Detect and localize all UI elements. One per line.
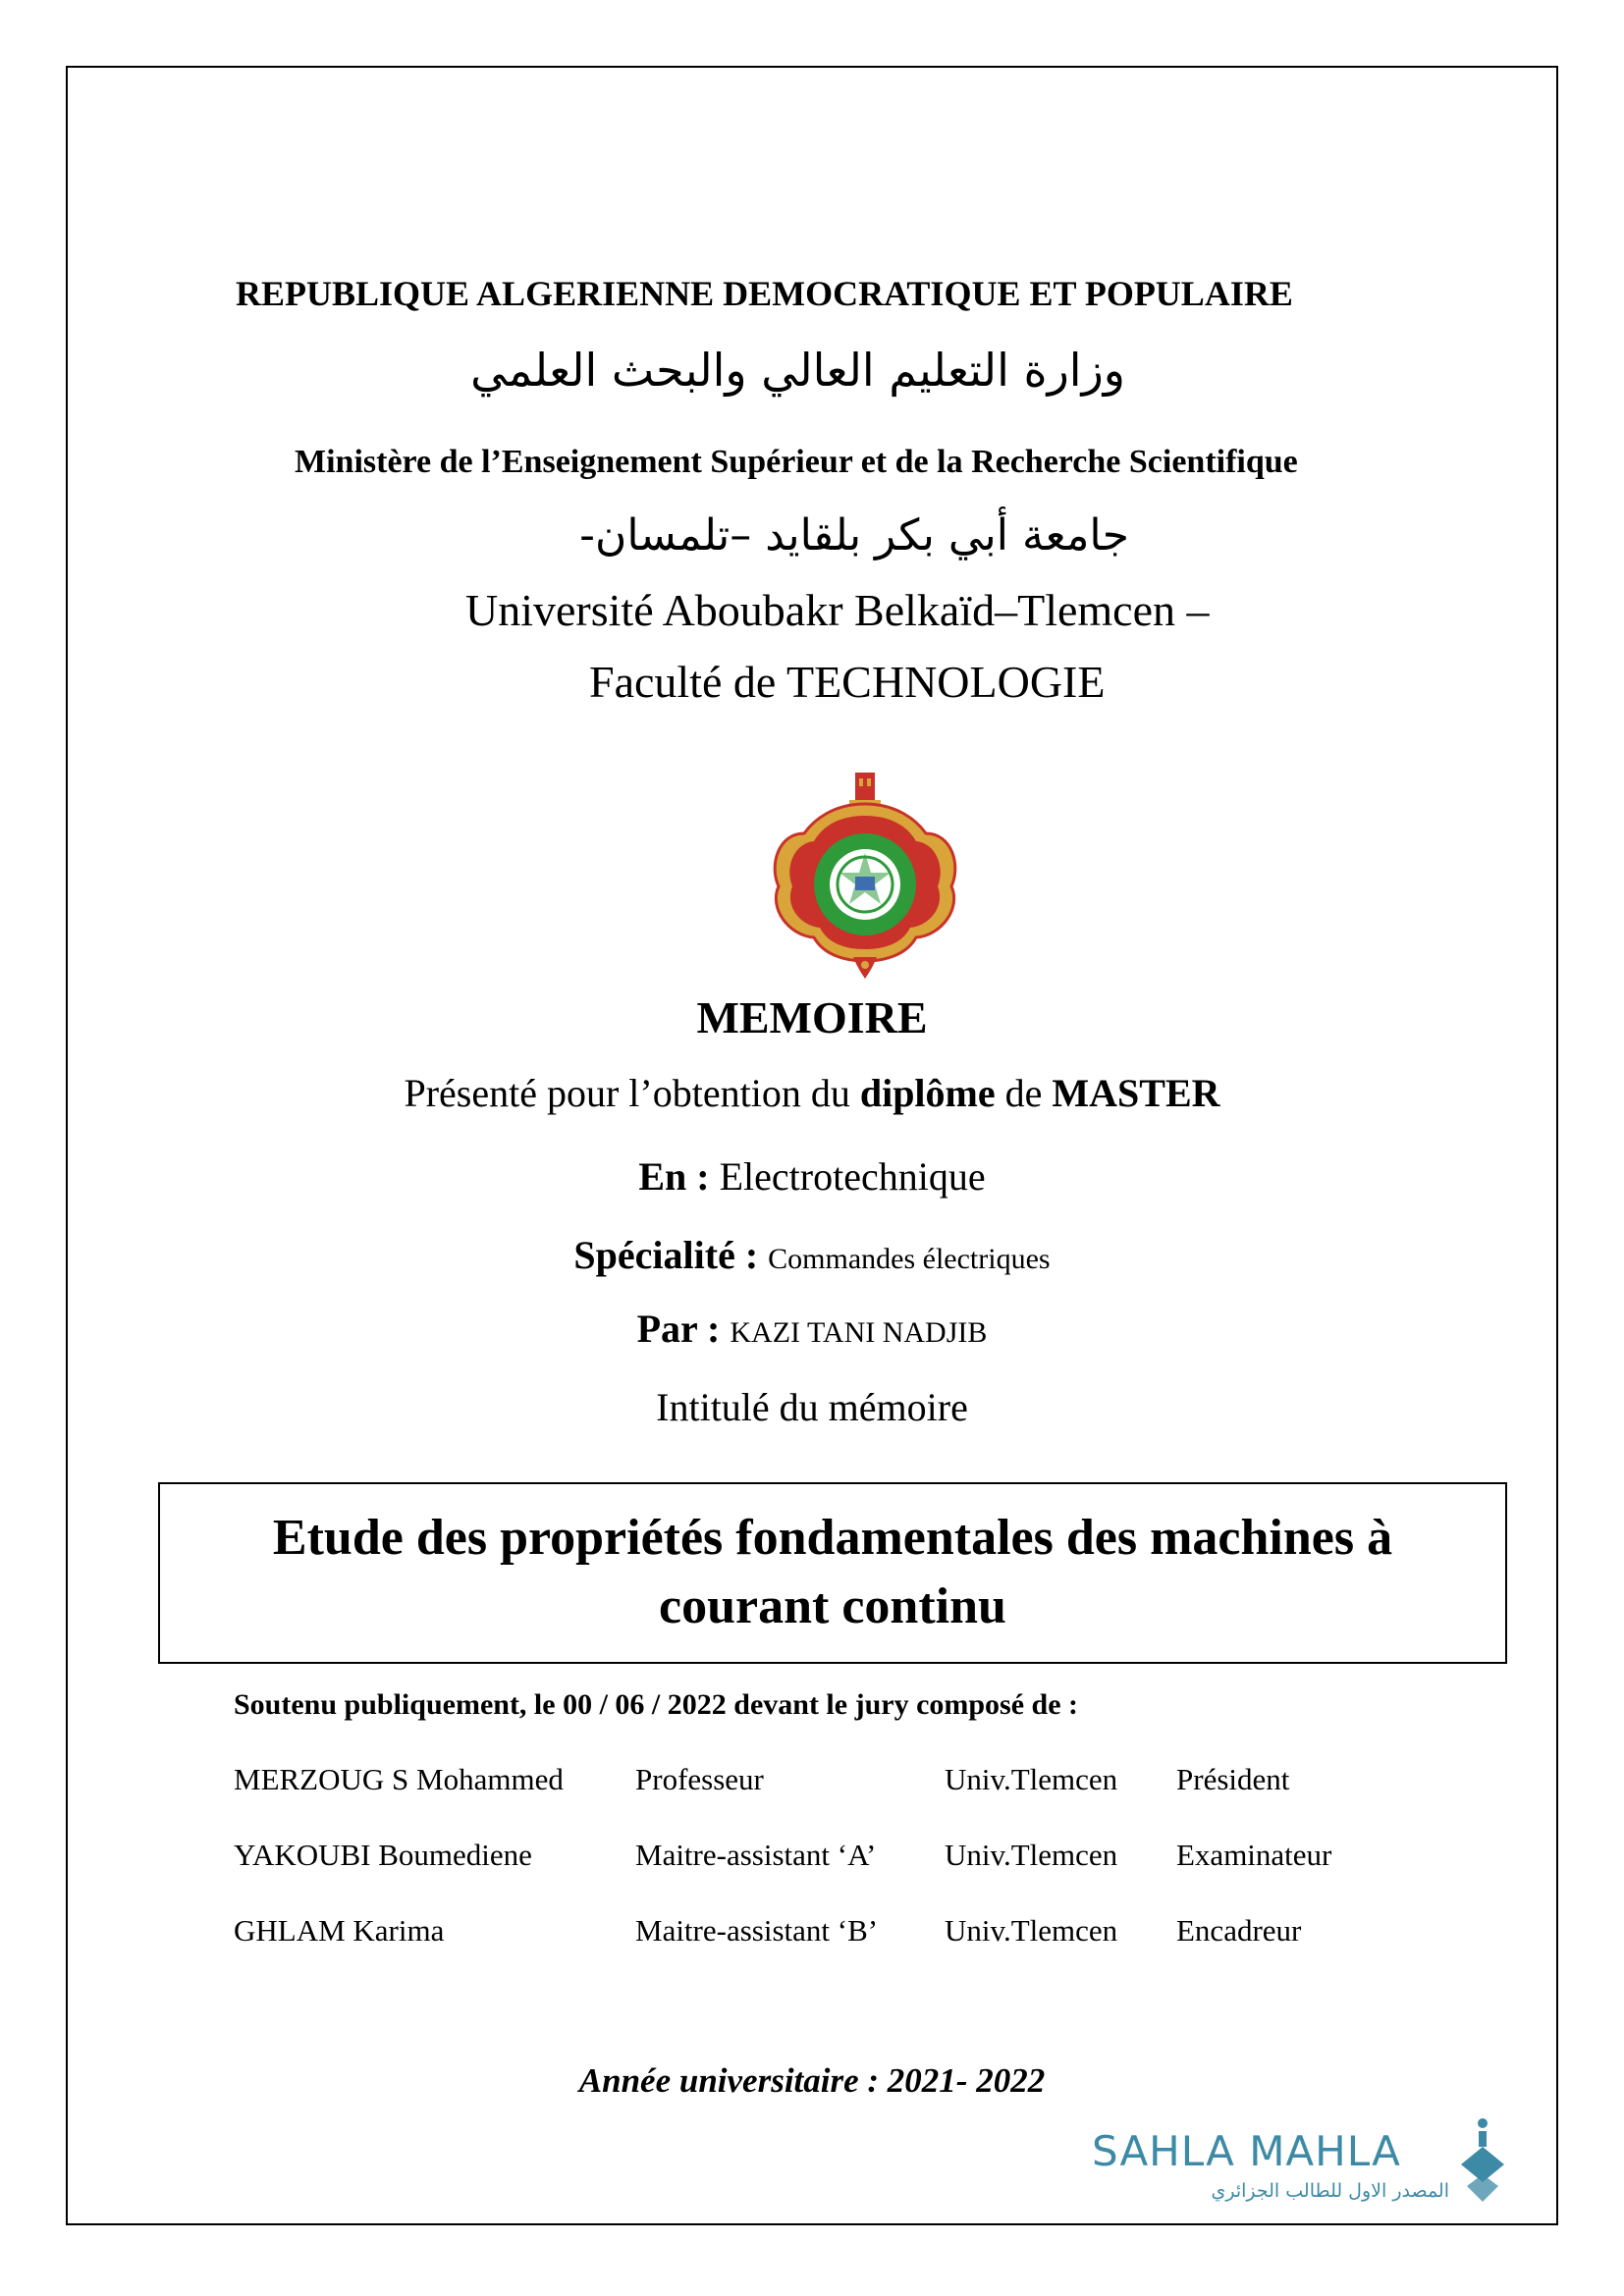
jury-role: Encadreur: [1176, 1913, 1302, 1948]
thesis-title-box: [158, 1482, 1507, 1664]
jury-role: Examinateur: [1176, 1838, 1332, 1872]
specialty-value: Commandes électriques: [768, 1243, 1051, 1275]
jury-institution: Univ.Tlemcen: [945, 1913, 1118, 1948]
author-name: KAZI TANI NADJIB: [730, 1316, 988, 1349]
ministry-french: Ministère de l’Enseignement Supérieur et de la Recherche Scientifique: [295, 444, 1298, 480]
republic-heading: REPUBLIQUE ALGERIENNE DEMOCRATIQUE ET POPULAIRE: [236, 274, 1293, 313]
document-type: MEMOIRE: [696, 992, 928, 1042]
university-arabic: جامعة أبي بكر بلقايد –تلمسان-: [579, 510, 1129, 561]
jury-name: MERZOUG S Mohammed: [234, 1762, 564, 1796]
presented-diploma: diplôme: [859, 1071, 996, 1115]
thesis-title-line-2: courant continu: [659, 1578, 1006, 1634]
jury-grade: Maitre-assistant ‘A’: [635, 1838, 877, 1872]
academic-year: Année universitaire : 2021- 2022: [578, 2061, 1046, 2100]
author-line: [0, 1306, 1624, 1352]
sahla-mahla-watermark: [1092, 2115, 1514, 2209]
specialty-line: [0, 1232, 1624, 1278]
author-label: Par :: [636, 1307, 731, 1351]
field-value: Electrotechnique: [719, 1154, 986, 1199]
jury-name: GHLAM Karima: [234, 1913, 445, 1948]
ministry-arabic: وزارة التعليم العالي والبحث العلمي: [470, 344, 1125, 397]
watermark-logo-icon: [1453, 2115, 1512, 2209]
presented-degree: MASTER: [1052, 1071, 1220, 1115]
jury-grade: Professeur: [635, 1762, 764, 1796]
seal-tower: [855, 773, 875, 802]
field-label: En :: [638, 1154, 720, 1199]
university-seal-icon: [769, 771, 961, 979]
jury-role: Président: [1176, 1762, 1290, 1796]
specialty-label: Spécialité :: [573, 1233, 769, 1277]
field-line: [0, 1153, 1624, 1200]
jury-grade: Maitre-assistant ‘B’: [635, 1913, 879, 1948]
faculty-name: Faculté de TECHNOLOGIE: [589, 657, 1106, 707]
university-french: Université Aboubakr Belkaïd–Tlemcen –: [465, 585, 1210, 635]
presented-prefix: Présenté pour l’obtention du: [404, 1071, 860, 1115]
jury-institution: Univ.Tlemcen: [945, 1762, 1118, 1796]
watermark-name: SAHLA MAHLA: [1092, 2127, 1401, 2175]
title-label: Intitulé du mémoire: [656, 1385, 968, 1429]
jury-institution: Univ.Tlemcen: [945, 1838, 1118, 1872]
thesis-title-line-1: Etude des propriétés fondamentales des machines à: [272, 1510, 1393, 1566]
defense-statement: Soutenu publiquement, le 00 / 06 / 2022 devant le jury composé de :: [234, 1688, 1079, 1721]
presented-mid: de: [995, 1071, 1053, 1115]
jury-name: YAKOUBI Boumediene: [234, 1838, 532, 1872]
presented-line: [0, 1070, 1624, 1116]
watermark-tagline: المصدر الاول للطالب الجزائري: [1211, 2180, 1449, 2202]
